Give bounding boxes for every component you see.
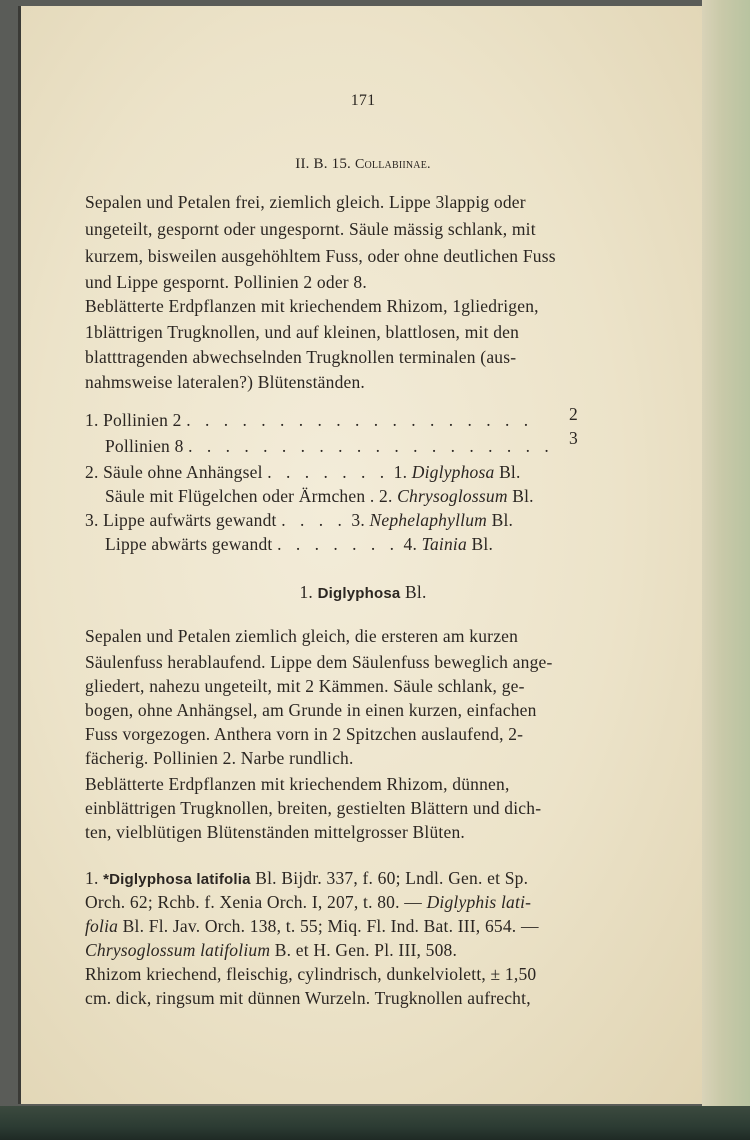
- text-line: Beblätterte Erdpflanzen mit kriechendem Rhizom, dünnen,: [85, 774, 510, 794]
- text-line: und Lippe gespornt. Pollinien 2 oder 8.: [85, 272, 367, 292]
- text-line: Beblätterte Erdpflanzen mit kriechendem Rhizom, 1gliedrigen,: [85, 296, 539, 316]
- species-line: [85, 892, 531, 913]
- key-leader-dots: . . . .: [281, 510, 347, 530]
- key-row: [105, 486, 534, 507]
- text-line: ten, vielblütigen Blütenständen mittelgrosser Blüten.: [85, 822, 465, 842]
- species-synonym: Chrysoglossum latifolium: [85, 940, 271, 960]
- text-line: Sepalen und Petalen ziemlich gleich, die ersteren am kurzen: [85, 626, 519, 646]
- page-edge-shadow: [702, 0, 750, 1108]
- key-leader-dots: . . . . . . . . . . . . . . . . . . . .: [188, 436, 554, 456]
- text-line: kurzem, bisweilen ausgehöhltem Fuss, oder ohne deutlichen Fuss: [85, 246, 556, 266]
- species-citation: Bl. Bijdr. 337, f. 60; Lndl. Gen. et Sp.: [255, 868, 529, 888]
- genus-name: Diglyphosa: [317, 585, 401, 602]
- key-result: 3: [569, 428, 578, 448]
- key-lead: 2. Säule ohne Anhängsel: [85, 462, 263, 482]
- key-result-author: Bl.: [499, 462, 521, 482]
- key-result-genus: Chrysoglossum: [397, 486, 508, 506]
- section-heading: [21, 156, 705, 173]
- species-citation: Bl. Fl. Jav. Orch. 138, t. 55; Miq. Fl. Ind. Bat. III, 654. —: [122, 916, 539, 936]
- key-row: [85, 462, 521, 483]
- section-heading-name: Collabiinae.: [354, 157, 431, 172]
- genus-number: 1.: [299, 582, 313, 602]
- key-result-genus: Diglyphosa: [411, 462, 495, 482]
- species-name: *Diglyphosa latifolia: [103, 871, 251, 888]
- text-line: bogen, ohne Anhängsel, am Grunde in einen kurzen, einfachen: [85, 700, 537, 720]
- key-lead: Lippe abwärts gewandt: [105, 534, 273, 554]
- key-result-number: 4.: [403, 534, 418, 554]
- key-leader-dots: . . . . . . .: [277, 534, 399, 554]
- species-synonym: folia: [85, 916, 119, 936]
- key-result: 2: [569, 404, 578, 424]
- section-heading-prefix: II. B. 15.: [295, 156, 351, 172]
- key-row: [85, 510, 513, 531]
- key-leader-dots: . . . . . . . . . . . . . . . . . . .: [186, 410, 534, 430]
- text-line: 1blättrigen Trugknollen, und auf kleinen, blattlosen, mit den: [85, 322, 520, 342]
- text-line: Sepalen und Petalen frei, ziemlich gleich. Lippe 3lappig oder: [85, 192, 526, 212]
- key-lead: Säule mit Flügelchen oder Ärmchen: [105, 486, 366, 506]
- scanner-bed-edge: [0, 1106, 750, 1140]
- key-result-number: 3.: [351, 510, 365, 530]
- page-number: 171: [350, 92, 376, 109]
- key-lead: 1. Pollinien 2: [85, 410, 182, 430]
- species-synonym: Diglyphis lati-: [426, 892, 532, 912]
- species-line: [85, 868, 528, 889]
- genus-heading: [21, 582, 705, 603]
- key-leader-dots: .: [369, 486, 375, 506]
- key-result-number: 2.: [379, 486, 393, 506]
- page-sheet: [18, 6, 705, 1104]
- species-line: [85, 916, 539, 937]
- text-line: fächerig. Pollinien 2. Narbe rundlich.: [85, 748, 354, 768]
- text-line: gliedert, nahezu ungeteilt, mit 2 Kämmen. Säule schlank, ge-: [85, 676, 525, 696]
- text-line: blatttragenden abwechselnden Trugknollen terminalen (aus-: [85, 347, 517, 367]
- species-number: 1.: [85, 868, 99, 888]
- key-result-author: Bl.: [491, 510, 514, 530]
- species-line: [85, 940, 457, 961]
- text-line: Fuss vorgezogen. Anthera vorn in 2 Spitzchen auslaufend, 2-: [85, 724, 524, 744]
- species-citation: B. et H. Gen. Pl. III, 508.: [274, 940, 458, 960]
- text-line: nahmsweise lateralen?) Blütenständen.: [85, 372, 366, 392]
- species-description-line: cm. dick, ringsum mit dünnen Wurzeln. Trugknollen aufrecht,: [85, 988, 531, 1008]
- text-line: Säulenfuss herablaufend. Lippe dem Säulenfuss beweglich ange-: [85, 652, 553, 672]
- key-lead: 3. Lippe aufwärts gewandt: [85, 510, 277, 530]
- key-result-number: 1.: [393, 462, 408, 482]
- text-line: ungeteilt, gespornt oder ungespornt. Säule mässig schlank, mit: [85, 219, 536, 239]
- species-citation: Orch. 62; Rchb. f. Xenia Orch. I, 207, t. 80. —: [85, 892, 422, 912]
- key-lead: Pollinien 8: [105, 436, 184, 456]
- key-row: [85, 410, 533, 431]
- genus-author: Bl.: [405, 582, 427, 602]
- key-result-author: Bl.: [512, 486, 534, 506]
- key-result-genus: Tainia: [421, 534, 467, 554]
- species-description-line: Rhizom kriechend, fleischig, cylindrisch, dunkelviolett, ± 1,50: [85, 964, 537, 984]
- key-result-genus: Nephelaphyllum: [369, 510, 487, 530]
- key-leader-dots: . . . . . . .: [267, 462, 390, 482]
- text-line: einblättrigen Trugknollen, breiten, gestielten Blättern und dich-: [85, 798, 542, 818]
- key-row: [105, 436, 554, 457]
- key-row: [105, 534, 493, 555]
- key-result-author: Bl.: [471, 534, 494, 554]
